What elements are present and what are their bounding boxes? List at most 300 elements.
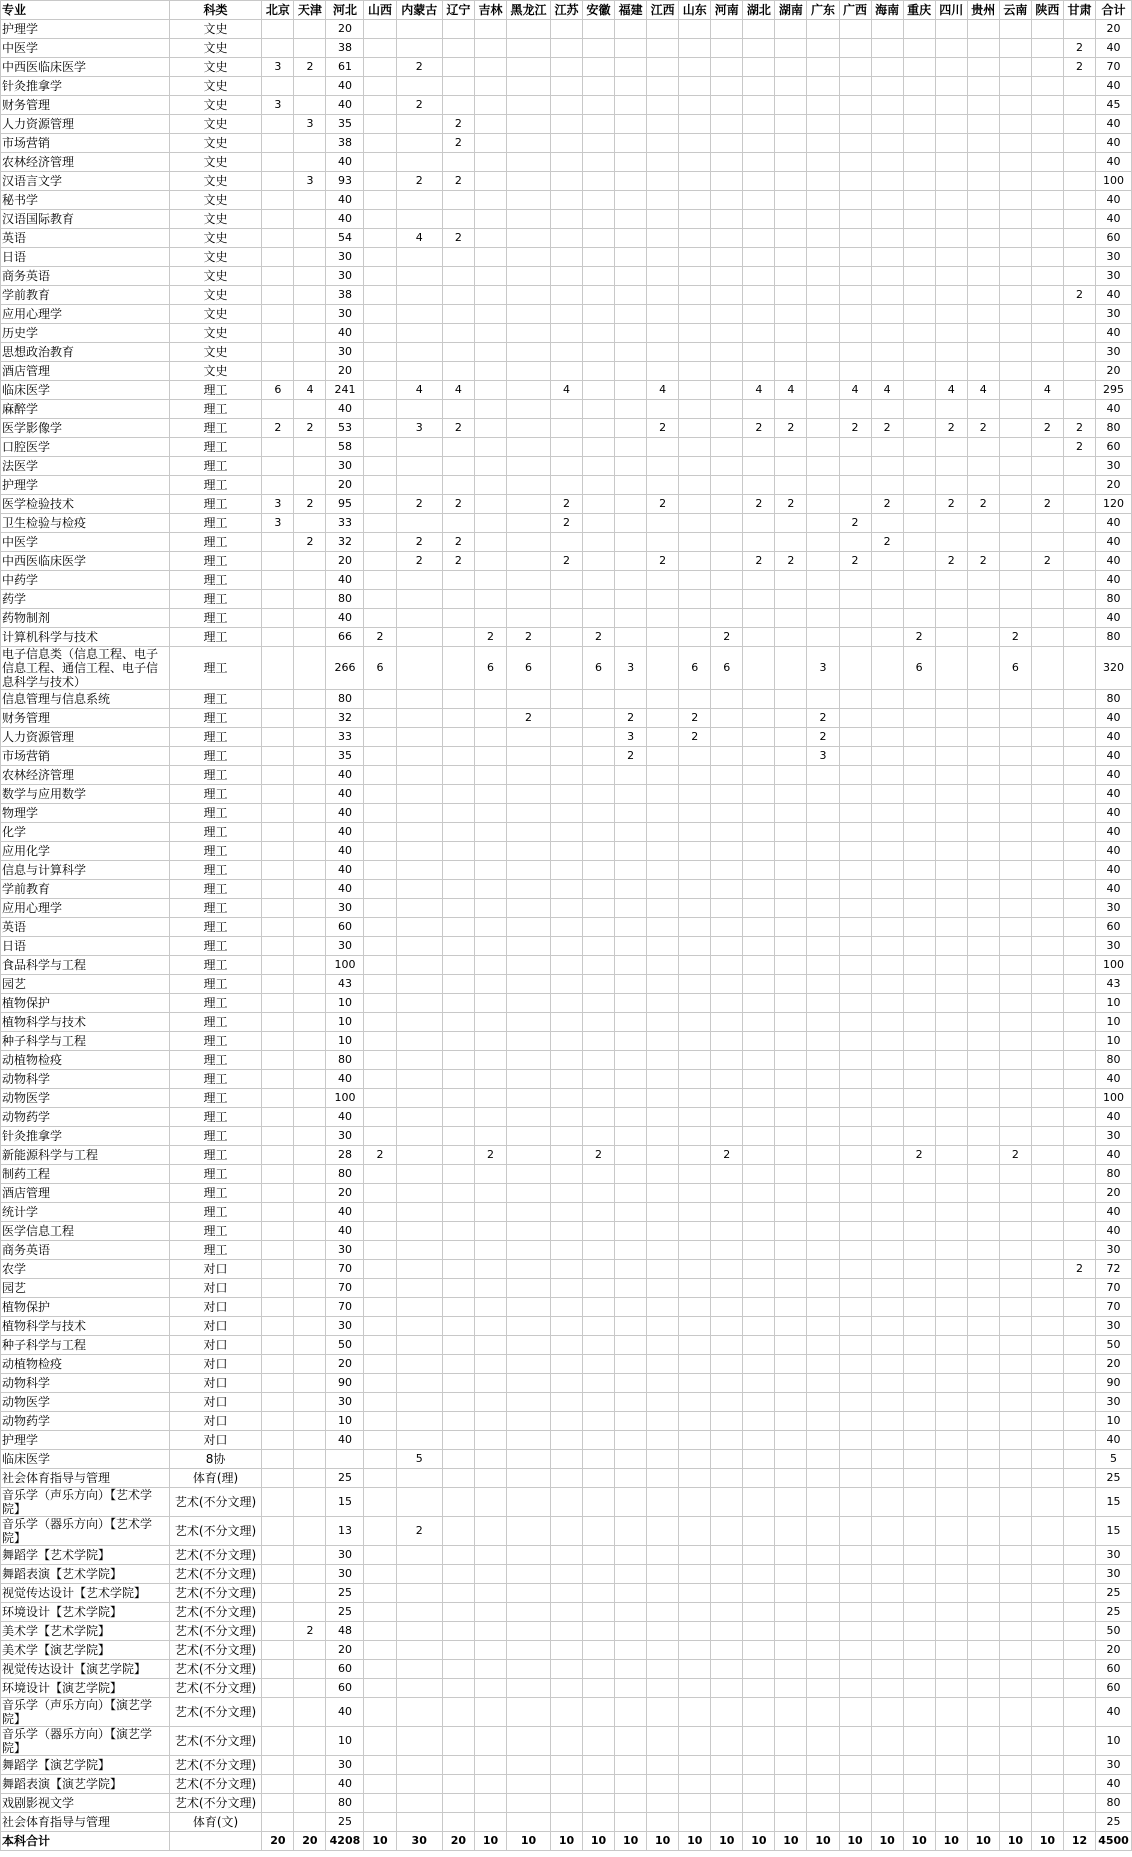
quota-cell <box>935 1794 967 1813</box>
quota-cell <box>903 1813 935 1832</box>
quota-cell <box>442 1813 474 1832</box>
quota-cell <box>711 267 743 286</box>
quota-cell <box>442 1431 474 1450</box>
quota-cell <box>396 1660 442 1679</box>
quota-cell <box>550 842 582 861</box>
category-cell: 理工 <box>169 1089 262 1108</box>
quota-cell: 80 <box>326 1794 364 1813</box>
quota-cell <box>474 191 506 210</box>
table-row <box>1 628 1132 647</box>
quota-cell <box>807 1727 839 1756</box>
quota-cell <box>871 823 903 842</box>
quota-cell <box>743 1775 775 1794</box>
quota-cell <box>262 590 294 609</box>
quota-cell <box>903 134 935 153</box>
quota-cell <box>679 1222 711 1241</box>
quota-cell <box>839 362 871 381</box>
quota-cell <box>967 1794 999 1813</box>
quota-cell <box>583 1412 615 1431</box>
quota-cell <box>903 1355 935 1374</box>
quota-cell <box>839 861 871 880</box>
row-total-cell: 15 <box>1096 1517 1132 1546</box>
quota-cell <box>442 861 474 880</box>
quota-cell <box>364 476 396 495</box>
quota-cell <box>442 785 474 804</box>
quota-cell <box>999 1622 1031 1641</box>
quota-cell <box>507 286 551 305</box>
quota-cell: 2 <box>396 172 442 191</box>
quota-cell <box>839 1146 871 1165</box>
quota-cell <box>999 1565 1031 1584</box>
quota-cell <box>442 1679 474 1698</box>
category-cell: 理工 <box>169 438 262 457</box>
row-total-cell: 30 <box>1096 343 1132 362</box>
quota-cell <box>615 899 647 918</box>
quota-cell <box>474 1108 506 1127</box>
quota-cell: 33 <box>326 514 364 533</box>
quota-cell: 40 <box>326 153 364 172</box>
row-total-cell: 40 <box>1096 747 1132 766</box>
quota-cell: 30 <box>326 343 364 362</box>
quota-cell <box>903 400 935 419</box>
quota-cell <box>364 1641 396 1660</box>
quota-cell <box>507 1488 551 1517</box>
quota-cell <box>1063 1727 1095 1756</box>
quota-cell <box>550 861 582 880</box>
table-row <box>1 419 1132 438</box>
quota-cell: 30 <box>326 457 364 476</box>
quota-cell <box>262 229 294 248</box>
quota-cell: 2 <box>396 1517 442 1546</box>
quota-cell <box>871 210 903 229</box>
quota-cell <box>807 766 839 785</box>
quota-cell <box>474 899 506 918</box>
quota-cell <box>1063 880 1095 899</box>
quota-cell <box>711 1298 743 1317</box>
category-cell: 理工 <box>169 1051 262 1070</box>
major-cell: 动物科学 <box>1 1374 170 1393</box>
quota-cell <box>999 1727 1031 1756</box>
quota-cell <box>967 1546 999 1565</box>
category-cell: 艺术(不分文理) <box>169 1565 262 1584</box>
quota-cell <box>550 229 582 248</box>
quota-cell <box>474 1488 506 1517</box>
quota-cell: 2 <box>711 1146 743 1165</box>
quota-cell <box>807 937 839 956</box>
quota-cell <box>262 1260 294 1279</box>
quota-cell <box>294 1603 326 1622</box>
quota-cell <box>294 1260 326 1279</box>
major-cell: 计算机科学与技术 <box>1 628 170 647</box>
quota-cell <box>903 1127 935 1146</box>
quota-cell <box>474 1546 506 1565</box>
category-cell: 艺术(不分文理) <box>169 1756 262 1775</box>
quota-cell <box>999 134 1031 153</box>
quota-cell <box>262 1374 294 1393</box>
quota-cell <box>550 1013 582 1032</box>
quota-cell <box>999 1660 1031 1679</box>
quota-cell <box>679 476 711 495</box>
quota-cell <box>550 1317 582 1336</box>
major-cell: 秘书学 <box>1 191 170 210</box>
quota-cell <box>1063 1603 1095 1622</box>
major-cell: 思想政治教育 <box>1 343 170 362</box>
quota-cell <box>903 823 935 842</box>
major-cell: 市场营销 <box>1 747 170 766</box>
quota-cell <box>615 39 647 58</box>
quota-cell <box>871 975 903 994</box>
quota-cell <box>871 39 903 58</box>
quota-cell <box>967 571 999 590</box>
quota-cell <box>743 1222 775 1241</box>
quota-cell <box>903 457 935 476</box>
quota-cell <box>679 1775 711 1794</box>
quota-cell <box>743 1756 775 1775</box>
quota-cell <box>935 1260 967 1279</box>
quota-cell <box>396 842 442 861</box>
quota-cell <box>396 1584 442 1603</box>
table-row <box>1 1469 1132 1488</box>
quota-cell <box>967 1089 999 1108</box>
quota-cell <box>583 362 615 381</box>
quota-cell <box>807 1279 839 1298</box>
quota-cell <box>775 210 807 229</box>
quota-cell <box>679 134 711 153</box>
header-province: 陕西 <box>1031 1 1063 20</box>
quota-cell <box>647 1431 679 1450</box>
quota-cell <box>647 1184 679 1203</box>
quota-cell <box>583 1184 615 1203</box>
quota-cell <box>999 153 1031 172</box>
quota-cell <box>935 305 967 324</box>
quota-cell: 30 <box>326 305 364 324</box>
quota-cell <box>679 419 711 438</box>
quota-cell <box>550 286 582 305</box>
quota-cell <box>743 115 775 134</box>
quota-cell <box>775 476 807 495</box>
quota-cell <box>679 590 711 609</box>
row-total-cell: 40 <box>1096 1146 1132 1165</box>
table-row <box>1 1813 1132 1832</box>
quota-cell <box>807 628 839 647</box>
quota-cell <box>903 267 935 286</box>
quota-cell <box>743 1431 775 1450</box>
quota-cell <box>507 1165 551 1184</box>
quota-cell <box>262 286 294 305</box>
quota-cell <box>507 1794 551 1813</box>
quota-cell <box>679 1488 711 1517</box>
quota-cell <box>364 1393 396 1412</box>
quota-cell <box>364 1127 396 1146</box>
row-total-cell: 30 <box>1096 1756 1132 1775</box>
quota-cell <box>583 305 615 324</box>
row-total-cell: 30 <box>1096 457 1132 476</box>
quota-cell <box>396 1603 442 1622</box>
quota-cell <box>839 1660 871 1679</box>
quota-cell <box>1031 1165 1063 1184</box>
category-cell: 文史 <box>169 115 262 134</box>
quota-cell <box>1063 495 1095 514</box>
category-cell: 文史 <box>169 286 262 305</box>
quota-cell <box>1031 1584 1063 1603</box>
quota-cell <box>1031 1032 1063 1051</box>
row-total-cell: 40 <box>1096 400 1132 419</box>
quota-cell <box>839 58 871 77</box>
quota-cell <box>262 1013 294 1032</box>
quota-cell <box>647 1165 679 1184</box>
quota-cell <box>442 956 474 975</box>
quota-cell <box>711 785 743 804</box>
quota-cell <box>1031 937 1063 956</box>
quota-cell <box>396 1203 442 1222</box>
quota-cell <box>999 514 1031 533</box>
quota-cell <box>396 1727 442 1756</box>
quota-cell <box>711 96 743 115</box>
row-total-cell: 20 <box>1096 476 1132 495</box>
quota-cell <box>743 709 775 728</box>
quota-cell <box>775 1775 807 1794</box>
quota-cell <box>935 1660 967 1679</box>
quota-cell <box>999 804 1031 823</box>
quota-cell <box>1031 248 1063 267</box>
quota-cell <box>967 267 999 286</box>
quota-cell <box>262 1203 294 1222</box>
quota-cell <box>1063 571 1095 590</box>
quota-cell <box>807 1641 839 1660</box>
major-cell: 视觉传达设计【演艺学院】 <box>1 1660 170 1679</box>
quota-cell <box>967 647 999 690</box>
quota-cell: 4 <box>647 381 679 400</box>
quota-cell: 2 <box>294 58 326 77</box>
quota-cell <box>442 476 474 495</box>
quota-cell <box>615 305 647 324</box>
quota-cell <box>839 1298 871 1317</box>
category-cell: 理工 <box>169 937 262 956</box>
quota-cell <box>396 1469 442 1488</box>
major-cell: 药物制剂 <box>1 609 170 628</box>
quota-cell <box>999 115 1031 134</box>
quota-cell <box>679 1641 711 1660</box>
quota-cell <box>839 343 871 362</box>
quota-cell <box>583 1546 615 1565</box>
total-cell: 10 <box>550 1832 582 1851</box>
quota-cell <box>262 1813 294 1832</box>
quota-cell <box>807 210 839 229</box>
row-total-cell: 80 <box>1096 1794 1132 1813</box>
quota-cell <box>679 1546 711 1565</box>
quota-cell <box>711 1184 743 1203</box>
quota-cell: 70 <box>326 1279 364 1298</box>
quota-cell: 2 <box>396 495 442 514</box>
quota-cell <box>775 785 807 804</box>
quota-cell: 6 <box>679 647 711 690</box>
quota-cell <box>711 1488 743 1517</box>
quota-cell <box>743 690 775 709</box>
quota-cell <box>647 1317 679 1336</box>
table-row <box>1 975 1132 994</box>
quota-cell <box>903 1794 935 1813</box>
major-cell: 社会体育指导与管理 <box>1 1469 170 1488</box>
quota-cell: 2 <box>903 1146 935 1165</box>
quota-cell: 5 <box>396 1450 442 1469</box>
quota-cell <box>507 229 551 248</box>
quota-cell <box>1031 514 1063 533</box>
quota-cell <box>839 324 871 343</box>
quota-cell <box>647 96 679 115</box>
quota-cell <box>967 1184 999 1203</box>
quota-cell: 90 <box>326 1374 364 1393</box>
quota-cell <box>1031 20 1063 39</box>
quota-cell <box>647 880 679 899</box>
quota-cell: 10 <box>326 1013 364 1032</box>
quota-cell <box>711 709 743 728</box>
quota-cell <box>679 1146 711 1165</box>
quota-cell <box>967 134 999 153</box>
quota-cell <box>262 861 294 880</box>
quota-cell <box>507 1641 551 1660</box>
quota-cell <box>442 590 474 609</box>
quota-cell <box>839 438 871 457</box>
quota-cell <box>839 1698 871 1727</box>
quota-cell <box>775 918 807 937</box>
quota-cell <box>474 1603 506 1622</box>
quota-cell <box>871 1089 903 1108</box>
quota-cell <box>364 96 396 115</box>
table-row <box>1 381 1132 400</box>
quota-cell <box>839 1679 871 1698</box>
major-cell: 人力资源管理 <box>1 115 170 134</box>
quota-cell <box>474 286 506 305</box>
table-row <box>1 747 1132 766</box>
quota-cell <box>903 39 935 58</box>
quota-cell <box>679 609 711 628</box>
quota-cell <box>442 153 474 172</box>
quota-cell <box>871 1603 903 1622</box>
quota-cell <box>262 899 294 918</box>
quota-cell <box>294 438 326 457</box>
quota-cell <box>396 343 442 362</box>
category-cell: 艺术(不分文理) <box>169 1660 262 1679</box>
quota-cell: 2 <box>507 709 551 728</box>
quota-cell <box>507 381 551 400</box>
quota-cell <box>967 1565 999 1584</box>
quota-cell <box>583 324 615 343</box>
quota-cell <box>474 419 506 438</box>
quota-cell <box>1031 1603 1063 1622</box>
major-cell: 学前教育 <box>1 286 170 305</box>
quota-cell <box>262 842 294 861</box>
quota-cell <box>294 1450 326 1469</box>
quota-cell <box>507 514 551 533</box>
category-cell: 理工 <box>169 1241 262 1260</box>
quota-cell <box>615 438 647 457</box>
major-cell: 农林经济管理 <box>1 153 170 172</box>
quota-cell <box>294 1127 326 1146</box>
quota-cell <box>743 134 775 153</box>
quota-cell <box>615 1279 647 1298</box>
quota-cell <box>364 571 396 590</box>
major-cell: 新能源科学与工程 <box>1 1146 170 1165</box>
category-cell: 理工 <box>169 728 262 747</box>
quota-cell <box>743 1660 775 1679</box>
quota-cell <box>839 590 871 609</box>
quota-cell <box>679 305 711 324</box>
quota-cell: 2 <box>583 1146 615 1165</box>
category-cell: 艺术(不分文理) <box>169 1775 262 1794</box>
quota-cell <box>775 1794 807 1813</box>
category-cell: 理工 <box>169 785 262 804</box>
quota-cell <box>679 1032 711 1051</box>
table-row <box>1 1222 1132 1241</box>
quota-cell <box>775 590 807 609</box>
major-cell: 中医学 <box>1 533 170 552</box>
quota-cell <box>999 438 1031 457</box>
quota-cell: 2 <box>743 495 775 514</box>
quota-cell <box>839 690 871 709</box>
quota-cell <box>1031 1794 1063 1813</box>
quota-cell <box>294 647 326 690</box>
quota-cell <box>871 77 903 96</box>
quota-cell <box>679 1051 711 1070</box>
quota-cell <box>967 1241 999 1260</box>
quota-cell <box>935 1775 967 1794</box>
quota-cell: 2 <box>679 709 711 728</box>
quota-cell <box>364 419 396 438</box>
quota-cell <box>396 647 442 690</box>
quota-cell: 20 <box>326 552 364 571</box>
quota-cell <box>442 1622 474 1641</box>
quota-cell <box>474 1756 506 1775</box>
quota-cell <box>711 1546 743 1565</box>
quota-cell: 2 <box>999 628 1031 647</box>
quota-cell <box>1031 1298 1063 1317</box>
quota-cell <box>474 229 506 248</box>
quota-cell <box>839 1794 871 1813</box>
quota-cell <box>903 324 935 343</box>
quota-cell <box>550 1184 582 1203</box>
quota-cell <box>775 880 807 899</box>
quota-cell <box>507 305 551 324</box>
quota-cell <box>364 1374 396 1393</box>
quota-cell <box>903 1565 935 1584</box>
quota-cell <box>647 690 679 709</box>
quota-cell: 2 <box>935 419 967 438</box>
quota-cell <box>711 1203 743 1222</box>
quota-cell: 60 <box>326 918 364 937</box>
row-total-cell: 40 <box>1096 1203 1132 1222</box>
total-cell: 20 <box>262 1832 294 1851</box>
quota-cell <box>807 248 839 267</box>
quota-cell <box>1063 77 1095 96</box>
quota-cell <box>679 1070 711 1089</box>
header-province: 广东 <box>807 1 839 20</box>
quota-cell <box>364 1469 396 1488</box>
quota-cell <box>807 134 839 153</box>
row-total-cell: 30 <box>1096 1127 1132 1146</box>
table-row <box>1 1641 1132 1660</box>
quota-cell <box>935 1698 967 1727</box>
table-row <box>1 286 1132 305</box>
quota-cell <box>999 1603 1031 1622</box>
quota-cell <box>743 728 775 747</box>
quota-cell <box>807 77 839 96</box>
quota-cell <box>262 1622 294 1641</box>
quota-cell <box>262 1108 294 1127</box>
quota-cell <box>839 842 871 861</box>
quota-cell <box>1031 1698 1063 1727</box>
category-cell: 理工 <box>169 766 262 785</box>
quota-cell <box>364 267 396 286</box>
